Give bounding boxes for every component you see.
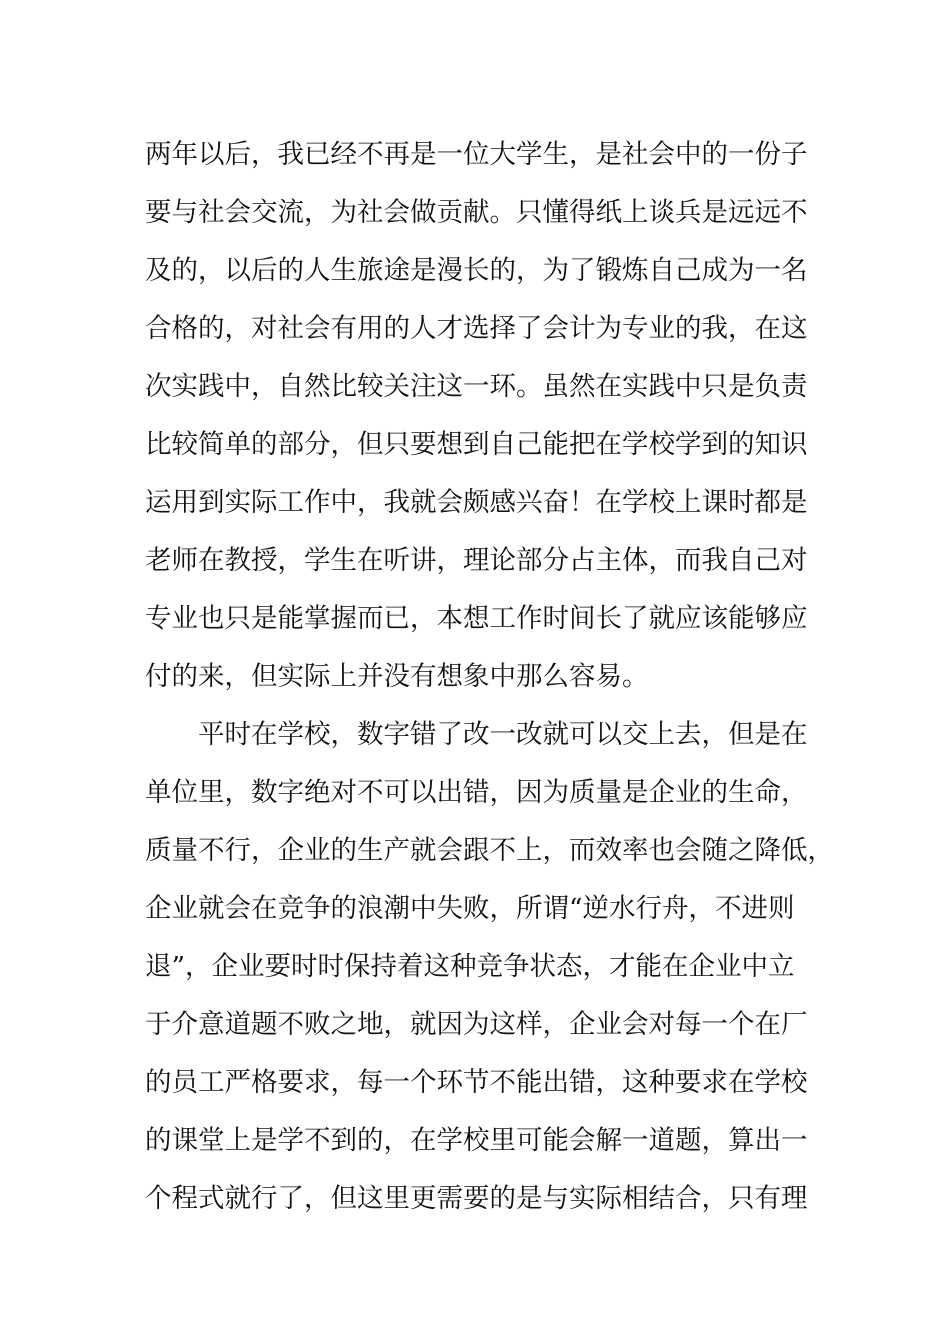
text-line: 个程式就行了，但这里更需要的是与实际相结合，只有理 [145, 1183, 808, 1214]
text-line: 两年以后，我已经不再是一位大学生，是社会中的一份子 [145, 139, 808, 170]
text-line: 退”，企业要时时保持着这种竞争状态，才能在企业中立 [145, 951, 795, 982]
text-line: 质量不行，企业的生产就会跟不上，而效率也会随之降低， [145, 835, 834, 866]
text-line: 运用到实际工作中，我就会颇感兴奋！在学校上课时都是 [145, 487, 808, 518]
text-line: 比较简单的部分，但只要想到自己能把在学校学到的知识 [145, 429, 808, 460]
text-line: 专业也只是能掌握而已，本想工作时间长了就应该能够应 [145, 603, 808, 634]
text-line: 老师在教授，学生在听讲，理论部分占主体，而我自己对 [145, 545, 808, 576]
text-line: 付的来，但实际上并没有想象中那么容易。 [145, 661, 649, 692]
text-line: 合格的，对社会有用的人才选择了会计为专业的我，在这 [145, 313, 808, 344]
text-line: 及的，以后的人生旅途是漫长的，为了锻炼自己成为一名 [145, 255, 808, 286]
text-line: 平时在学校，数字错了改一改就可以交上去，但是在 [145, 719, 808, 750]
text-line: 企业就会在竞争的浪潮中失败，所谓“逆水行舟，不进则 [145, 893, 795, 924]
text-line: 单位里，数字绝对不可以出错，因为质量是企业的生命， [145, 777, 808, 808]
text-line: 的课堂上是学不到的，在学校里可能会解一道题，算出一 [145, 1125, 808, 1156]
text-line: 的员工严格要求，每一个环节不能出错，这种要求在学校 [145, 1067, 808, 1098]
text-line: 于介意道题不败之地，就因为这样，企业会对每一个在厂 [145, 1009, 808, 1040]
body-text [145, 126, 834, 1228]
text-line: 要与社会交流，为社会做贡献。只懂得纸上谈兵是远远不 [145, 197, 808, 228]
text-line: 次实践中，自然比较关注这一环。虽然在实践中只是负责 [145, 371, 808, 402]
